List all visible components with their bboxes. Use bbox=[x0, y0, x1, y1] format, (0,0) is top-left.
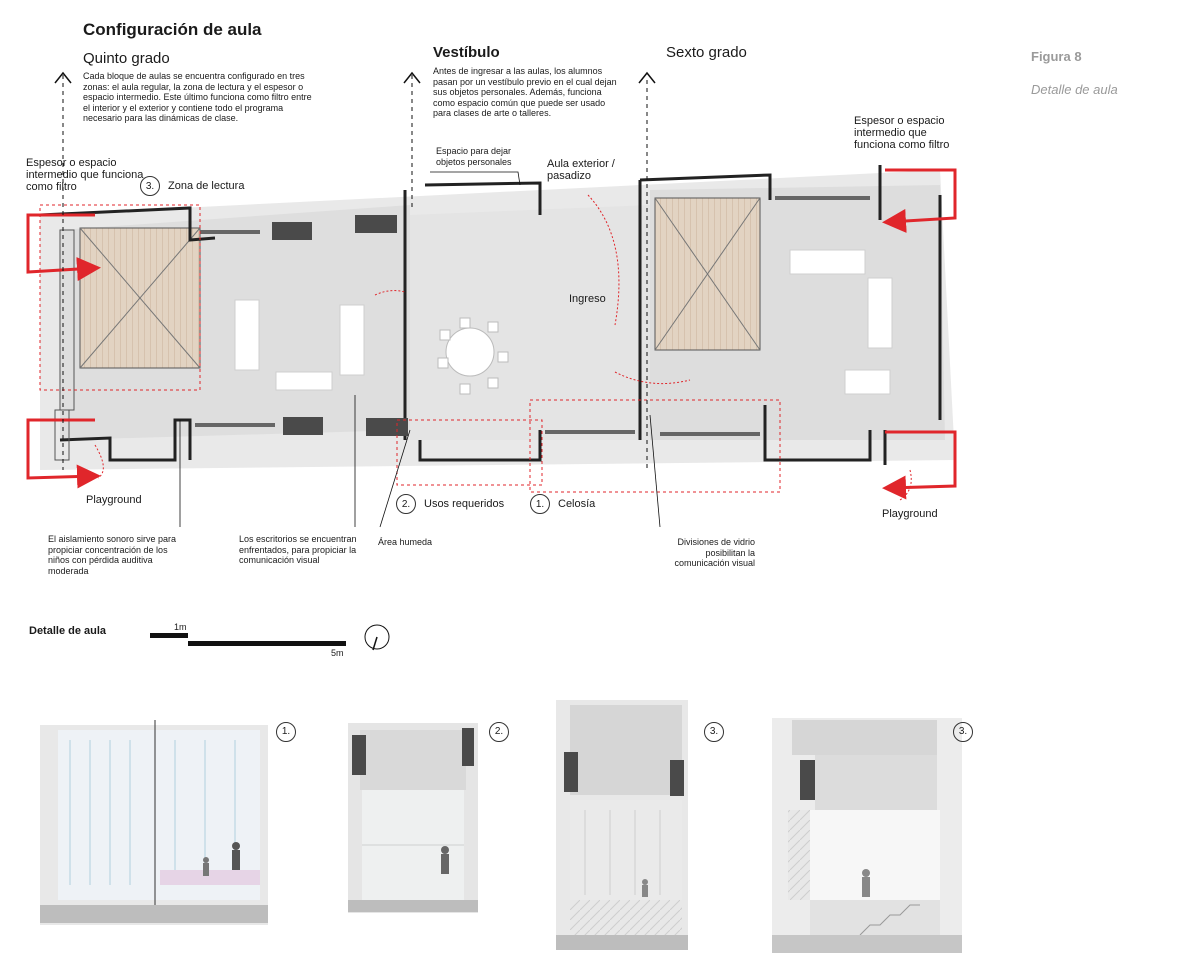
zona-lectura-text: Zona de lectura bbox=[168, 180, 245, 192]
section-marker-3a: 3. bbox=[704, 721, 732, 742]
label-espesor-right: Espesor o espacio intermedio que funciona como filtro bbox=[854, 115, 950, 151]
label-celosia bbox=[530, 494, 595, 514]
section-marker-3b: 3. bbox=[953, 721, 981, 742]
label-aula-exterior: Aula exterior / pasadizo bbox=[547, 158, 615, 182]
usos-number: 2. bbox=[396, 494, 416, 514]
page-title: Configuración de aula bbox=[83, 20, 262, 39]
label-usos bbox=[396, 494, 504, 514]
scale-1m: 1m bbox=[174, 622, 187, 632]
label-espacio-objetos: Espacio para dejar objetos personales bbox=[436, 146, 512, 167]
label-ingreso: Ingreso bbox=[569, 293, 606, 305]
figure-number: Figura 8 bbox=[1031, 49, 1082, 64]
usos-text: Usos requeridos bbox=[424, 498, 505, 510]
zona-lectura-number: 3. bbox=[140, 176, 160, 196]
section-3a bbox=[556, 700, 688, 950]
note-area-humeda: Área humeda bbox=[378, 537, 433, 547]
section-marker-2: 2. bbox=[489, 721, 517, 742]
note-escritorios: Los escritorios se encuentran enfrentados, para propiciar la comunicación visual bbox=[239, 534, 357, 565]
celosia-number: 1. bbox=[530, 494, 550, 514]
heading-vestibulo: Vestíbulo bbox=[433, 44, 500, 61]
label-playground-right: Playground bbox=[882, 508, 938, 520]
scale-title: Detalle de aula bbox=[29, 625, 107, 637]
section-2 bbox=[348, 723, 478, 913]
vestibulo-description: Antes de ingresar a las aulas, los alumnos pasan por un vestíbulo previo en el cual dejan sus objetos personales. Además, funciona como espacio común que puede ser usado para clases de arte o talleres. bbox=[433, 66, 617, 118]
section-3b bbox=[772, 718, 962, 953]
scale-5m: 5m bbox=[331, 648, 344, 658]
quinto-description: Cada bloque de aulas se encuentra configurado en tres zonas: el aula regular, la zona de lectura y el espesor o espacio intermedio. Este último funciona como filtro entre el interior y el exterior y contiene todo el programa necesario para las dinámicas de clase. bbox=[83, 71, 312, 123]
round-table bbox=[446, 328, 494, 376]
figure-caption: Detalle de aula bbox=[1031, 82, 1118, 97]
section-1 bbox=[40, 720, 268, 925]
label-espesor-left: Espesor o espacio intermedio que funciona como filtro bbox=[26, 157, 144, 193]
label-playground-left: Playground bbox=[86, 494, 142, 506]
label-zona-lectura bbox=[140, 176, 244, 196]
note-aislamiento: El aislamiento sonoro sirve para propiciar concentración de los niños con pérdida auditiva moderada bbox=[48, 534, 177, 576]
heading-quinto: Quinto grado bbox=[83, 50, 170, 67]
celosia-text: Celosía bbox=[558, 498, 596, 510]
section-marker-1: 1. bbox=[276, 721, 304, 742]
heading-sexto: Sexto grado bbox=[666, 44, 747, 61]
note-divisiones: Divisiones de vidrio posibilitan la comunicación visual bbox=[674, 537, 755, 568]
